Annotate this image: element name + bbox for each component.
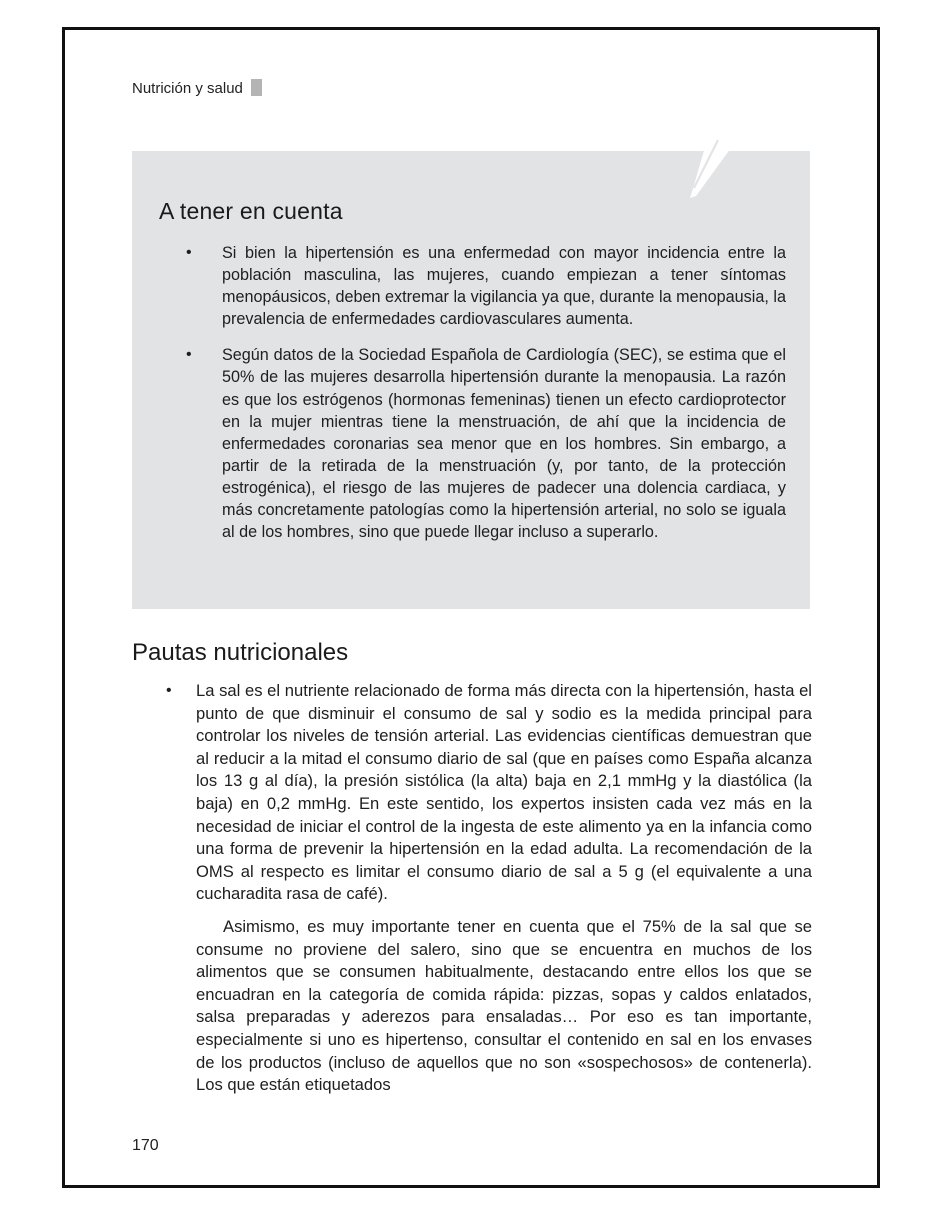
header-marker bbox=[251, 79, 262, 96]
running-header-title: Nutrición y salud bbox=[132, 80, 243, 97]
callout-list bbox=[186, 242, 786, 557]
pencil-icon bbox=[688, 130, 744, 198]
callout-title: A tener en cuenta bbox=[159, 198, 343, 224]
running-header bbox=[132, 79, 262, 97]
callout-item-text: Según datos de la Sociedad Española de Cardiología (SEC), se estima que el 50% de las mujeres desarrolla hipertensión durante la menopausia. La razón es que los estrógenos (hormonas femeninas) tienen un efecto cardioprotector en la mujer mientras tiene la menstruación, de ahí que la incidencia de enfermedades coronarias sea menor que en los hombres. Sin embargo, a partir de la retirada de la menstruación (y, por tanto, de la protección estrogénica), el riesgo de las mujeres de padecer una dolencia cardiaca, y más concretamente patologías como la hipertensión arterial, no solo se iguala al de los hombres, sino que puede llegar incluso a superarlo. bbox=[222, 346, 786, 542]
main-list-item bbox=[160, 680, 812, 1097]
bullet-icon: • bbox=[186, 346, 192, 364]
bullet-icon: • bbox=[186, 244, 192, 261]
callout-list-item bbox=[186, 242, 786, 330]
body-paragraph: Asimismo, es muy importante tener en cuenta que el 75% de la sal que se consume no proviene del salero, sino que se encuentra en muchos de los alimentos que se consumen habitualmente, destacando entre ellos los que se encuadran en la categoría de comida rápida: pizzas, sopas y caldos enlatados, salsa preparadas y aderezos para ensaladas… Por eso es tan importante, especialmente si uno es hipertenso, consultar el contenido en sal en los envases de los productos (incluso de aquellos que no son «sospechosos» de contenerla). Los que están etiquetados bbox=[196, 916, 812, 1095]
body-paragraph: La sal es el nutriente relacionado de forma más directa con la hipertensión, hasta el punto de que disminuir el consumo de sal y sodio es la medida principal para controlar los niveles de tensión arterial. Las evidencias científicas demuestran que al reducir a la mitad el consumo diario de sal (que en países como España alcanza los 13 g al día), la presión sistólica (la alta) baja en 2,1 mmHg y la diastólica (la baja) en 0,2 mmHg. En este sentido, los expertos insisten cada vez más en la necesidad de iniciar el control de la ingesta de este alimento ya en la infancia como una forma de prevenir la hipertensión en la edad adulta. La recomendación de la OMS al respecto es limitar el consumo diario de sal a 5 g (el equivalente a una cucharadita rasa de café). bbox=[196, 681, 812, 904]
callout-list-item bbox=[186, 344, 786, 543]
section-heading: Pautas nutricionales bbox=[132, 639, 349, 666]
bullet-icon: • bbox=[166, 682, 172, 699]
callout-item-text: Si bien la hipertensión es una enfermedad con mayor incidencia entre la población masculina, las mujeres, cuando empiezan a tener síntomas menopáusicos, deben extremar la vigilancia ya que, durante la menopausia, la prevalencia de enfermedades cardiovasculares aumenta. bbox=[222, 244, 786, 329]
main-bullet-list bbox=[160, 680, 812, 1097]
page-number: 170 bbox=[132, 1137, 159, 1154]
